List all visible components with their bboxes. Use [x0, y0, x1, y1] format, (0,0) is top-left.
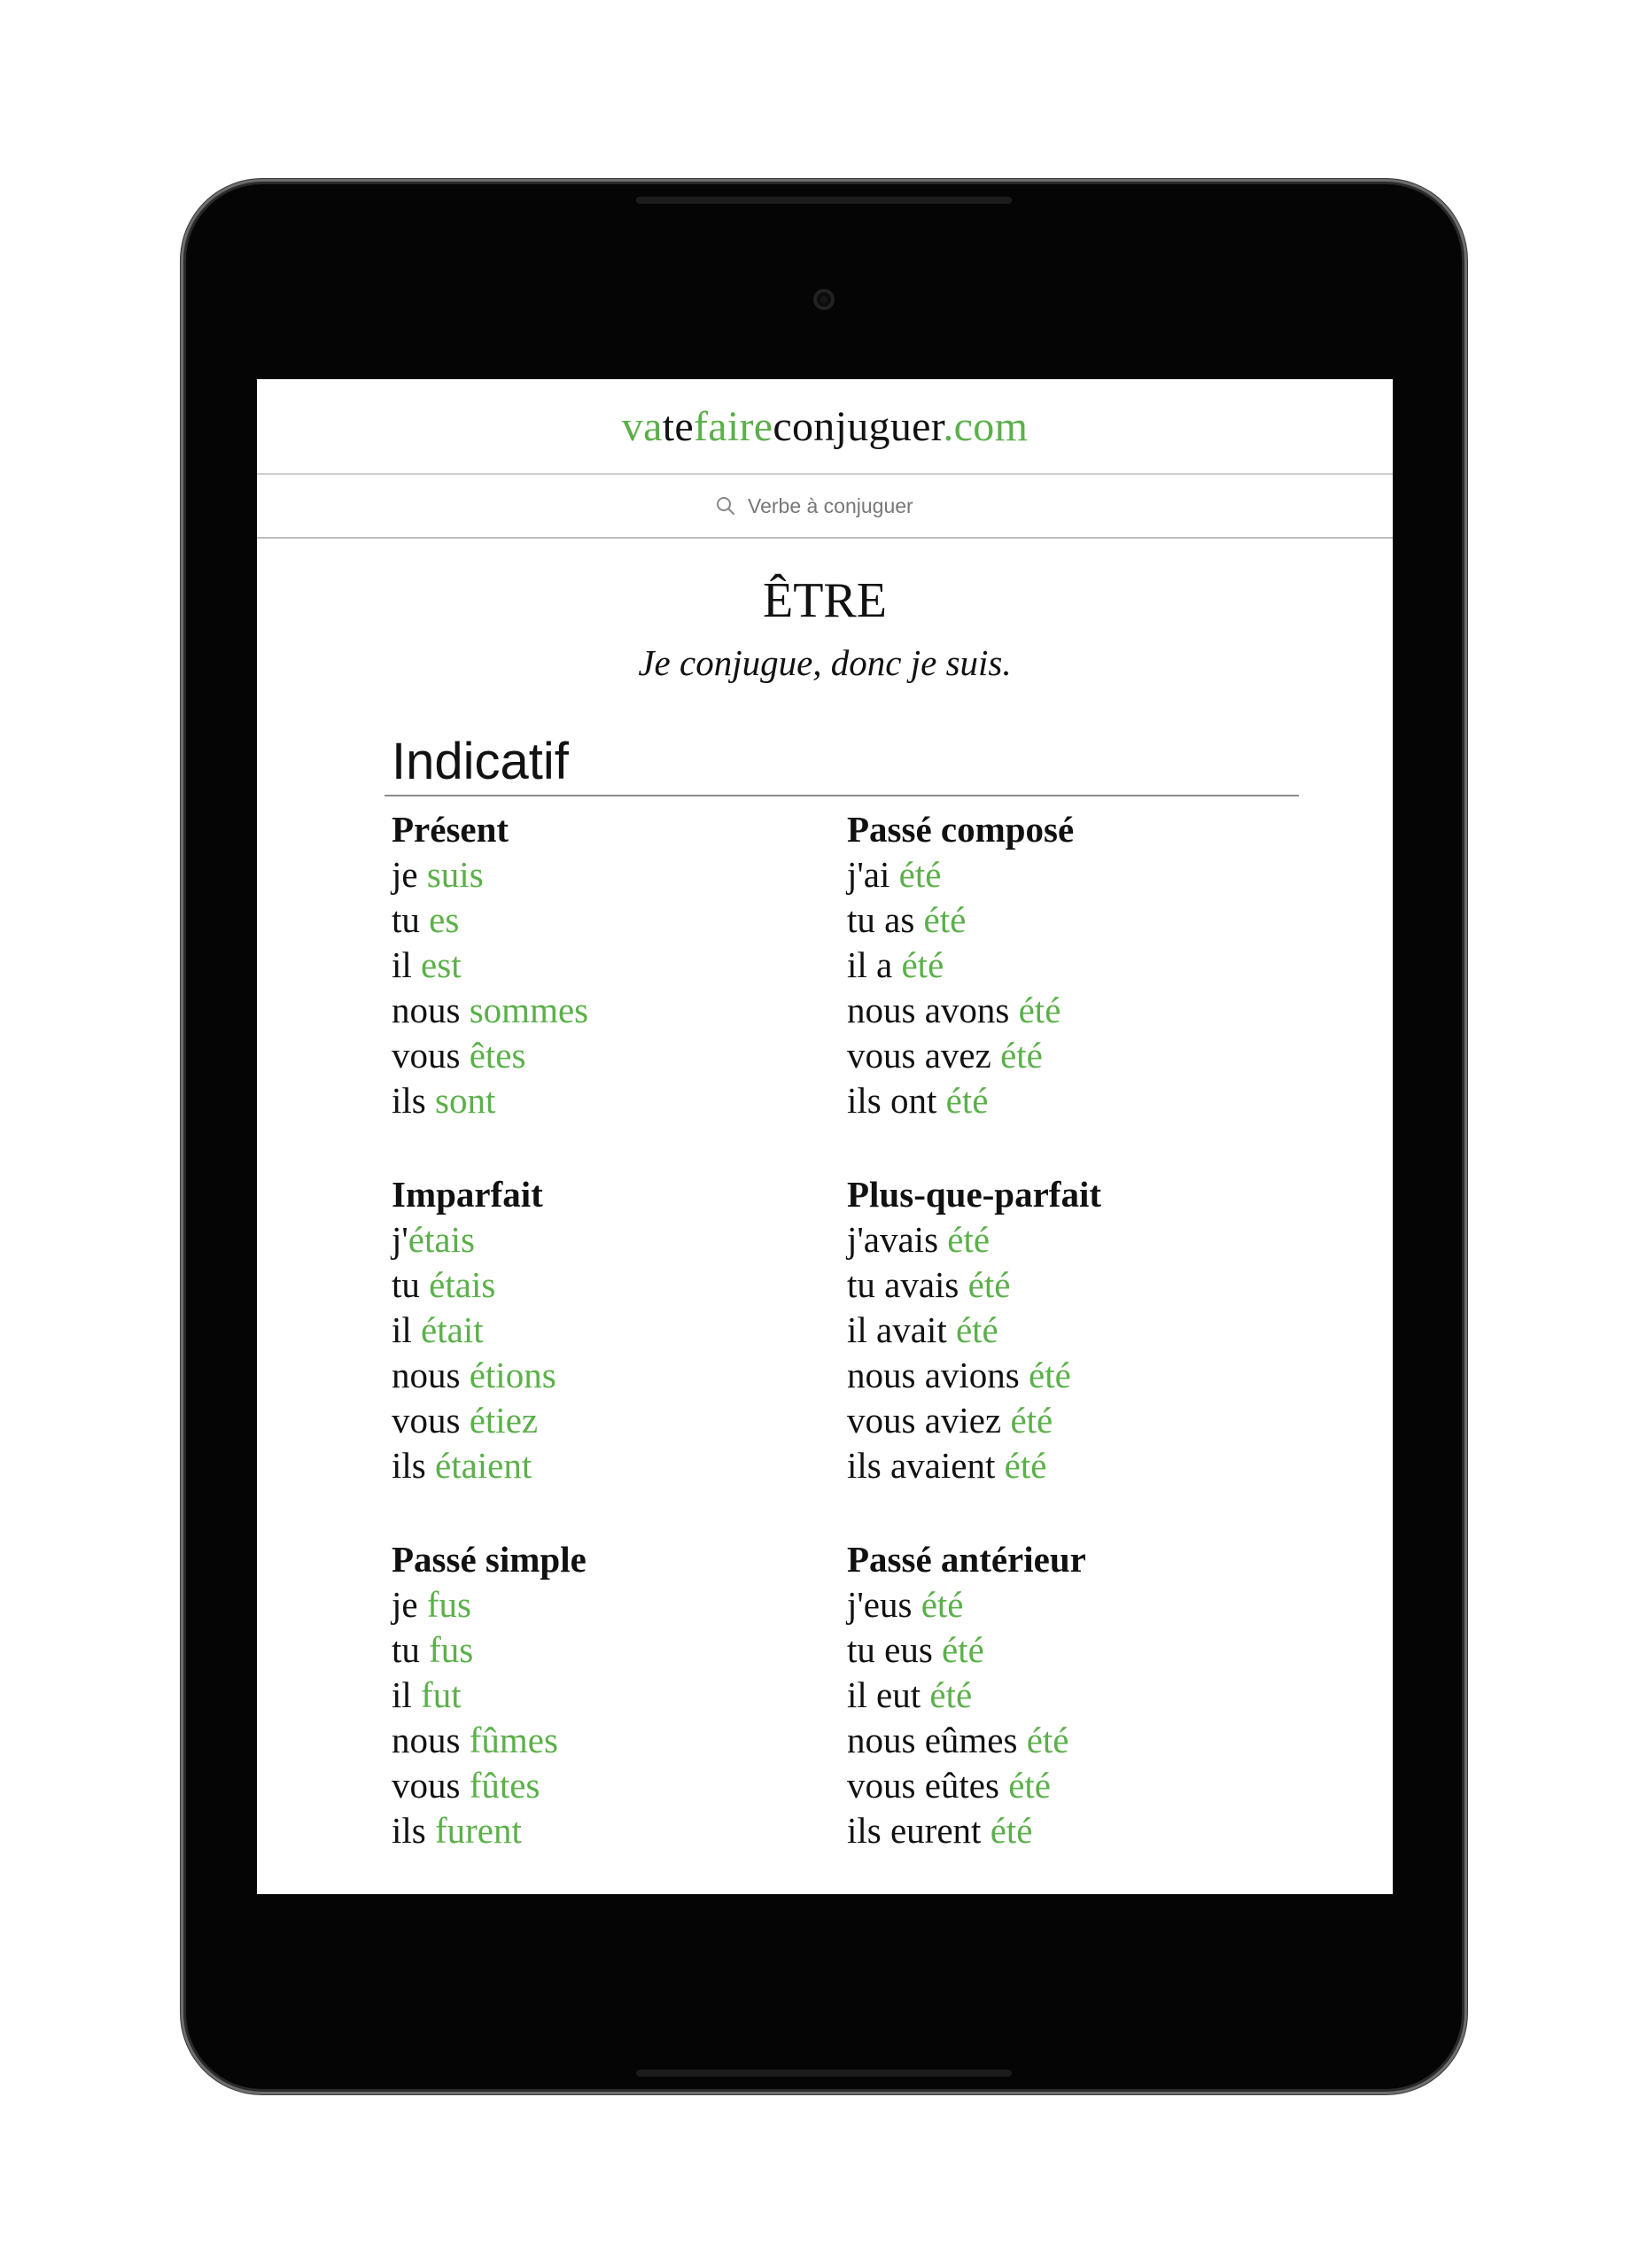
conjugation-line [847, 1582, 1299, 1627]
tense-name: Passé simple [392, 1539, 587, 1580]
verb-form: étais [408, 1219, 475, 1260]
conjugation-line [847, 1808, 1299, 1853]
verb-form: été [942, 1629, 984, 1670]
verb-form: es [429, 899, 460, 940]
search-input[interactable] [746, 493, 936, 519]
pronoun: ils [392, 1445, 435, 1486]
pronoun: tu [392, 899, 430, 940]
conjugation-line [847, 852, 1299, 897]
pronoun: tu [392, 1264, 430, 1305]
pronoun: nous [392, 1720, 470, 1760]
pronoun: nous avons [847, 990, 1019, 1030]
verb-form: suis [426, 854, 484, 895]
conjugation-line [392, 1718, 847, 1763]
logo-part-conjuguer: conjuguer [773, 402, 944, 450]
site-header [257, 379, 1393, 475]
verb-form: été [1004, 1445, 1047, 1486]
pronoun: nous avions [847, 1355, 1029, 1395]
pronoun: il [392, 944, 422, 985]
pronoun: j' [392, 1219, 408, 1260]
verb-form: est [421, 944, 462, 985]
logo-part-va: va [621, 402, 663, 450]
tense-block [392, 807, 847, 1123]
conjugation-line [392, 1078, 847, 1123]
tense-name: Passé composé [847, 809, 1075, 850]
verb-form: furent [435, 1810, 522, 1851]
pronoun: il [392, 1674, 422, 1715]
conjugation-line [847, 1353, 1299, 1398]
conjugation-line [847, 1262, 1299, 1308]
pronoun: tu as [847, 899, 924, 940]
conjugation-line [392, 1808, 847, 1853]
verb-form: été [898, 854, 942, 895]
pronoun: vous aviez [847, 1400, 1011, 1441]
tense-name: Plus-que-parfait [847, 1174, 1101, 1215]
pronoun: nous eûmes [847, 1720, 1027, 1760]
tablet-screen [257, 379, 1393, 1894]
pronoun: il a [847, 944, 902, 985]
verb-form: était [421, 1309, 484, 1350]
conjugation-line [392, 1673, 847, 1718]
pronoun: tu avais [847, 1264, 968, 1305]
logo-part-faire: faire [693, 402, 773, 450]
verb-form: été [945, 1080, 989, 1121]
conjugation-line [392, 1262, 847, 1308]
verb-tagline: Je conjugue, donc je suis. [638, 642, 1012, 683]
pronoun: j'ai [847, 854, 899, 895]
mood-title: Indicatif [385, 736, 1299, 796]
conjugation-line [847, 1673, 1299, 1718]
tense-block [847, 1172, 1299, 1488]
pronoun: vous [392, 1035, 470, 1076]
tenses-grid [392, 807, 1299, 1853]
mood-section [257, 733, 1299, 1853]
verb-form: été [955, 1309, 998, 1350]
conjugation-line [847, 1627, 1299, 1673]
conjugation-line [847, 988, 1299, 1033]
verb-form: été [947, 1219, 991, 1260]
conjugation-line [847, 1718, 1299, 1763]
conjugation-line [847, 1443, 1299, 1488]
tense-name: Présent [392, 809, 509, 850]
verb-form: êtes [469, 1035, 526, 1076]
verb-form: été [990, 1810, 1033, 1851]
verb-form: été [1000, 1035, 1043, 1076]
verb-form: été [1026, 1720, 1069, 1760]
pronoun: il eut [847, 1674, 930, 1715]
pronoun: ils eurent [847, 1810, 991, 1851]
verb-form: sommes [469, 990, 589, 1030]
pronoun: vous eûtes [847, 1765, 1009, 1806]
verb-form: été [923, 899, 967, 940]
pronoun: je [392, 854, 427, 895]
search-bar [257, 475, 1393, 539]
tense-block [392, 1172, 847, 1488]
logo-part-com: .com [943, 402, 1029, 450]
tense-block [392, 1537, 847, 1853]
tense-name: Passé antérieur [847, 1539, 1086, 1580]
conjugation-line [847, 1398, 1299, 1443]
verb-form: étaient [435, 1445, 532, 1486]
pronoun: ils [392, 1080, 435, 1121]
verb-form: étions [469, 1355, 556, 1395]
verb-form: fus [429, 1629, 474, 1670]
conjugation-line [392, 1353, 847, 1398]
pronoun: ils avaient [847, 1445, 1005, 1486]
pronoun: il avait [847, 1309, 956, 1350]
conjugation-line [847, 1308, 1299, 1353]
conjugation-line [847, 1078, 1299, 1123]
conjugation-line [392, 897, 847, 943]
verb-form: été [921, 1584, 964, 1625]
verb-form: été [929, 1674, 973, 1715]
tense-block [847, 1537, 1299, 1853]
pronoun: j'avais [847, 1219, 948, 1260]
conjugation-line [392, 1217, 847, 1262]
conjugation-line [392, 988, 847, 1033]
verb-form: fus [426, 1584, 471, 1625]
conjugation-line [392, 1627, 847, 1673]
verb-form: fûtes [469, 1765, 540, 1806]
logo-part-te: te [662, 402, 694, 450]
tense-block [847, 807, 1299, 1123]
speaker-grille-bottom [636, 2070, 1012, 2077]
pronoun: ils ont [847, 1080, 946, 1121]
pronoun: vous avez [847, 1035, 1001, 1076]
tense-name: Imparfait [392, 1174, 543, 1215]
verb-form: fûmes [469, 1720, 558, 1760]
conjugation-line [392, 1308, 847, 1353]
pronoun: il [392, 1309, 422, 1350]
pronoun: tu [392, 1629, 430, 1670]
verb-form: été [1008, 1765, 1051, 1806]
conjugation-line [392, 1398, 847, 1443]
conjugation-line [392, 1443, 847, 1488]
speaker-grille-top [636, 197, 1012, 204]
conjugation-line [847, 1763, 1299, 1808]
conjugation-line [847, 943, 1299, 988]
verb-form: été [1029, 1355, 1071, 1395]
pronoun: vous [392, 1400, 470, 1441]
pronoun: nous [392, 990, 470, 1030]
verb-form: été [967, 1264, 1011, 1305]
verb-form: étiez [469, 1400, 539, 1441]
conjugation-line [847, 897, 1299, 943]
pronoun: vous [392, 1765, 470, 1806]
pronoun: nous [392, 1355, 470, 1395]
conjugation-line [847, 1217, 1299, 1262]
conjugation-line [392, 1033, 847, 1078]
verb-form: été [1018, 990, 1061, 1030]
conjugation-line [847, 1033, 1299, 1078]
search-icon [714, 494, 737, 517]
conjugation-line [392, 852, 847, 897]
verb-form: fut [421, 1674, 462, 1715]
conjugation-line [392, 1763, 847, 1808]
pronoun: j'eus [847, 1584, 921, 1625]
pronoun: je [392, 1584, 427, 1625]
verb-form: été [901, 944, 944, 985]
conjugation-line [392, 943, 847, 988]
pronoun: tu eus [847, 1629, 943, 1670]
site-logo-link[interactable] [622, 402, 1028, 451]
front-camera [813, 289, 835, 310]
verb-form: étais [429, 1264, 496, 1305]
pronoun: ils [392, 1810, 435, 1851]
verb-form: sont [435, 1080, 496, 1121]
verb-title: ÊTRE [763, 573, 887, 628]
verb-form: été [1010, 1400, 1053, 1441]
conjugation-line [392, 1582, 847, 1627]
